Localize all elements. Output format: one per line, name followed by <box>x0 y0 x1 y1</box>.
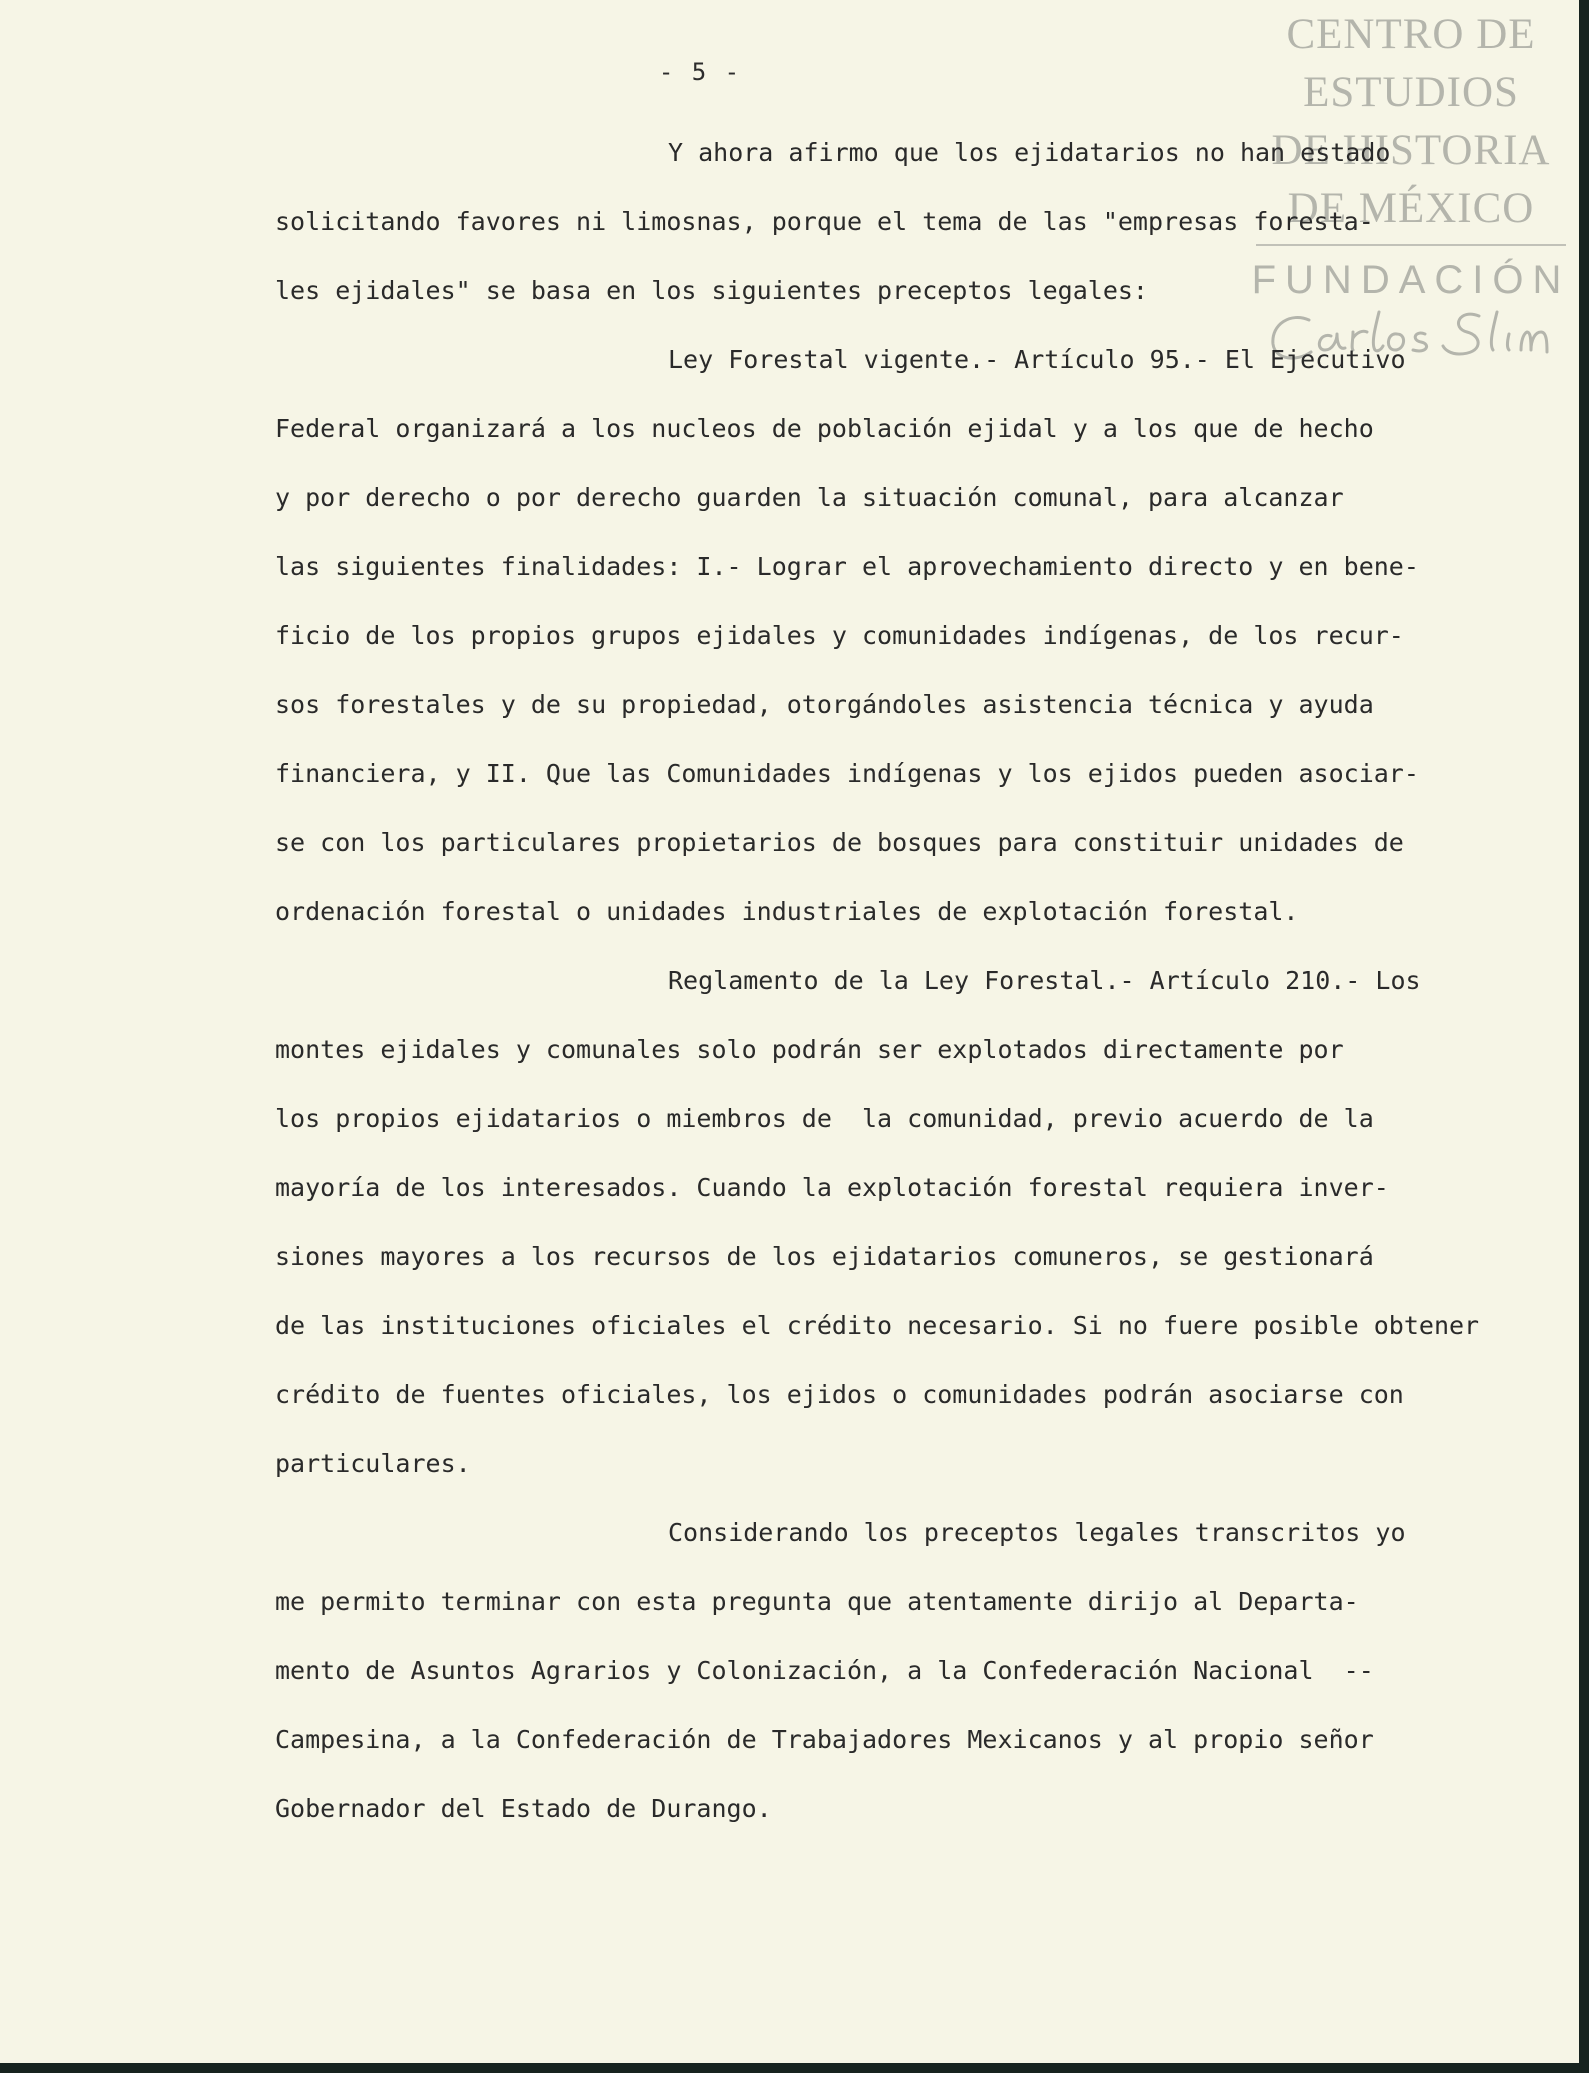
text-line: sos forestales y de su propiedad, otorgándoles asistencia técnica y ayuda <box>275 690 1374 719</box>
text-line: Gobernador del Estado de Durango. <box>275 1794 772 1823</box>
text-line: Considerando los preceptos legales transcritos yo <box>668 1518 1406 1547</box>
text-line: Campesina, a la Confederación de Trabajadores Mexicanos y al propio señor <box>275 1725 1374 1754</box>
text-line: financiera, y II. Que las Comunidades indígenas y los ejidos pueden asociar- <box>275 759 1419 788</box>
scan-edge-bottom <box>0 2063 1589 2073</box>
text-line: les ejidales" se basa en los siguientes preceptos legales: <box>275 276 1148 305</box>
text-line: de las instituciones oficiales el crédito necesario. Si no fuere posible obtener <box>275 1311 1480 1340</box>
text-line: y por derecho o por derecho guarden la situación comunal, para alcanzar <box>275 483 1344 512</box>
text-line: Federal organizará a los nucleos de población ejidal y a los que de hecho <box>275 414 1374 443</box>
text-line: se con los particulares propietarios de bosques para constituir unidades de <box>275 828 1404 857</box>
text-line: ficio de los propios grupos ejidales y comunidades indígenas, de los recur- <box>275 621 1404 650</box>
watermark-line: DE HISTORIA <box>1271 127 1551 174</box>
text-line: particulares. <box>275 1449 471 1478</box>
scan-edge-right <box>1579 0 1589 2073</box>
letter-body <box>275 118 1495 1843</box>
text-line: Reglamento de la Ley Forestal.- Artículo 210.- Los <box>668 966 1421 995</box>
text-line: crédito de fuentes oficiales, los ejidos o comunidades podrán asociarse con <box>275 1380 1404 1409</box>
watermark-line: ESTUDIOS <box>1303 69 1519 116</box>
text-line: mayoría de los interesados. Cuando la explotación forestal requiera inver- <box>275 1173 1389 1202</box>
watermark-line: DE MÉXICO <box>1287 185 1535 232</box>
text-line: ordenación forestal o unidades industriales de explotación forestal. <box>275 897 1299 926</box>
text-line: Y ahora afirmo que los ejidatarios no han estado <box>668 138 1391 167</box>
text-line: mento de Asuntos Agrarios y Colonización, a la Confederación Nacional -- <box>275 1656 1374 1685</box>
text-line: me permito terminar con esta pregunta que atentamente dirijo al Departa- <box>275 1587 1359 1616</box>
watermark-line: CENTRO DE <box>1286 11 1536 58</box>
watermark-foundation: FUNDACIÓN <box>1251 258 1571 302</box>
text-line: las siguientes finalidades: I.- Lograr el aprovechamiento directo y en bene- <box>275 552 1419 581</box>
text-line: Ley Forestal vigente.- Artículo 95.- El Ejecutivo <box>668 345 1406 374</box>
text-line: solicitando favores ni limosnas, porque el tema de las "empresas foresta- <box>275 207 1374 236</box>
text-line: montes ejidales y comunales solo podrán ser explotados directamente por <box>275 1035 1344 1064</box>
text-line: siones mayores a los recursos de los ejidatarios comuneros, se gestionará <box>275 1242 1374 1271</box>
text-line: los propios ejidatarios o miembros de la comunidad, previo acuerdo de la <box>275 1104 1374 1133</box>
page-number: - 5 - <box>658 58 742 86</box>
